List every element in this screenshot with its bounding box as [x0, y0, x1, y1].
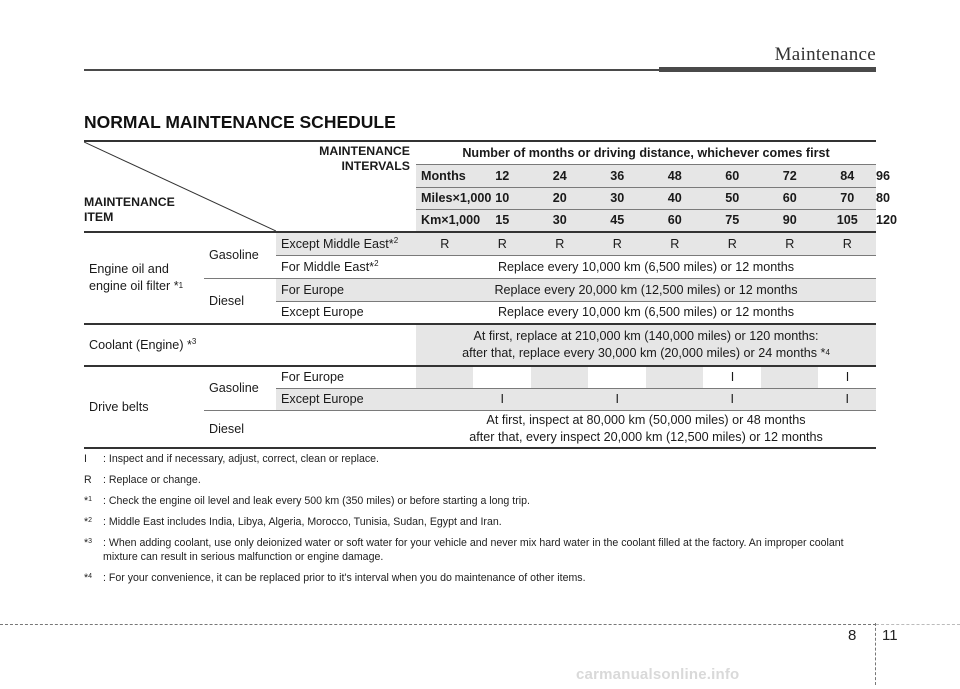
- page-number-separator: [875, 623, 876, 685]
- note-item: *$^3$ : When adding coolant, use only deionized water or soft water for your vehicle and never mix hard water in the coolant filled at the factory. An improper coolant mixture can result in serious malfunction or engine damage.: [84, 537, 844, 563]
- interval-value: 15: [474, 209, 532, 232]
- header-accent-bar: [659, 67, 876, 72]
- km-label: Km×1,000: [416, 209, 474, 232]
- engine-oil-except-me-row: [84, 232, 876, 255]
- interval-value: 72: [761, 165, 819, 187]
- schedule-mark: [416, 366, 474, 388]
- km-row: Km×1,000 15 30 45 60 75 90 105 120: [84, 209, 876, 232]
- schedule-mark: [531, 388, 589, 410]
- note-item: I : Inspect and if necessary, adjust, correct, clean or replace.: [84, 453, 379, 465]
- interval-value: 20: [531, 187, 589, 209]
- note-item: *$^1$ : Check the engine oil level and leak every 500 km (350 miles) or before starting a long trip.: [84, 495, 530, 507]
- schedule-mark: I: [589, 388, 647, 410]
- interval-value: 45: [589, 209, 647, 232]
- drive-belts-gasoline-label: Gasoline: [204, 366, 276, 410]
- schedule-mark: R: [589, 232, 647, 255]
- schedule-mark: R: [646, 232, 704, 255]
- engine-oil-gasoline-label: Gasoline: [204, 232, 276, 278]
- schedule-mark: [589, 366, 647, 388]
- engine-oil-diesel-label: Diesel: [204, 278, 276, 324]
- engine-oil-item: Engine oil and engine oil filter *$^1$: [84, 232, 204, 324]
- interval-value: 12: [474, 165, 532, 187]
- interval-value: 75: [704, 209, 762, 232]
- interval-value: 105: [819, 209, 877, 232]
- section-title: NORMAL MAINTENANCE SCHEDULE: [84, 112, 396, 132]
- schedule-mark: I: [819, 366, 877, 388]
- coolant-row: [84, 324, 876, 366]
- schedule-mark: [474, 366, 532, 388]
- drive-belts-diesel-text: At first, inspect at 80,000 km (50,000 miles) or 48 months after that, every inspect 20,000 km (12,500 miles) or 12 months: [416, 410, 876, 448]
- schedule-mark: [761, 366, 819, 388]
- for-europe-label: For Europe: [276, 278, 416, 301]
- interval-value: 90: [761, 209, 819, 232]
- maintenance-schedule-table: [84, 140, 898, 449]
- interval-value: 36: [589, 165, 647, 187]
- months-label: Months: [416, 165, 474, 187]
- interval-value: 60: [761, 187, 819, 209]
- schedule-mark: [761, 388, 819, 410]
- corner-intervals-label: MAINTENANCE INTERVALS: [319, 144, 410, 173]
- schedule-mark: I: [819, 388, 877, 410]
- interval-value: 84: [819, 165, 877, 187]
- watermark: carmanualsonline.info: [576, 666, 740, 683]
- page-in-chapter: 11: [882, 627, 898, 644]
- interval-value: 30: [589, 187, 647, 209]
- note-item: R : Replace or change.: [84, 474, 201, 486]
- schedule-mark: R: [416, 232, 474, 255]
- drive-belts-diesel-label: Diesel: [204, 410, 416, 448]
- interval-value: 60: [704, 165, 762, 187]
- interval-value: 60: [646, 209, 704, 232]
- drive-belts-except-europe-label: Except Europe: [276, 388, 416, 410]
- header-title: Maintenance: [774, 44, 876, 65]
- months-row: Months 12 24 36 48 60 72 84 96: [84, 165, 876, 187]
- coolant-text: At first, replace at 210,000 km (140,000 miles) or 120 months: after that, replace every 30,000 km (20,000 miles) or 24 months *$^4$: [416, 324, 876, 366]
- interval-value: 70: [819, 187, 877, 209]
- schedule-mark: I: [474, 388, 532, 410]
- except-europe-text: Replace every 10,000 km (6,500 miles) or 12 months: [416, 301, 876, 324]
- schedule-mark: [416, 388, 474, 410]
- corner-item-label: MAINTENANCE ITEM: [84, 195, 175, 224]
- drive-belts-item: Drive belts: [84, 366, 204, 448]
- interval-value: 40: [646, 187, 704, 209]
- schedule-mark: R: [761, 232, 819, 255]
- schedule-mark: R: [474, 232, 532, 255]
- schedule-mark: [531, 366, 589, 388]
- schedule-mark: R: [531, 232, 589, 255]
- interval-value: 10: [474, 187, 532, 209]
- schedule-mark: I: [704, 366, 762, 388]
- miles-label: Miles×1,000: [416, 187, 474, 209]
- for-middle-east-label: For Middle East*$^2$: [276, 255, 416, 278]
- interval-value: 24: [531, 165, 589, 187]
- note-item: *$^2$ : Middle East includes India, Libya, Algeria, Morocco, Tunisia, Sudan, Egypt and Iran.: [84, 516, 502, 528]
- coolant-item: Coolant (Engine) *$^3$: [84, 324, 416, 366]
- footer-rule: [0, 624, 876, 625]
- for-middle-east-text: Replace every 10,000 km (6,500 miles) or 12 months: [416, 255, 876, 278]
- miles-row: Miles×1,000 10 20 30 40 50 60 70 80: [84, 187, 876, 209]
- schedule-mark: R: [704, 232, 762, 255]
- corner-header-cell: [84, 141, 416, 232]
- interval-caption: Number of months or driving distance, whichever comes first: [416, 141, 876, 165]
- interval-value: 30: [531, 209, 589, 232]
- schedule-mark: I: [704, 388, 762, 410]
- interval-value: 50: [704, 187, 762, 209]
- except-europe-label: Except Europe: [276, 301, 416, 324]
- schedule-mark: [646, 366, 704, 388]
- drive-belts-for-europe-label: For Europe: [276, 366, 416, 388]
- notes-list: [84, 452, 879, 592]
- schedule-mark: R: [819, 232, 877, 255]
- interval-value: 48: [646, 165, 704, 187]
- footer-rule-right: [876, 624, 960, 625]
- except-middle-east-label: Except Middle East*$^2$: [276, 232, 416, 255]
- for-europe-text: Replace every 20,000 km (12,500 miles) or 12 months: [416, 278, 876, 301]
- drive-belts-for-europe-row: [84, 366, 876, 388]
- header-rule: [84, 69, 659, 71]
- chapter-number: 8: [848, 627, 857, 644]
- schedule-mark: [646, 388, 704, 410]
- note-item: *$^4$ : For your convenience, it can be replaced prior to it's interval when you do maintenance of other items.: [84, 572, 586, 584]
